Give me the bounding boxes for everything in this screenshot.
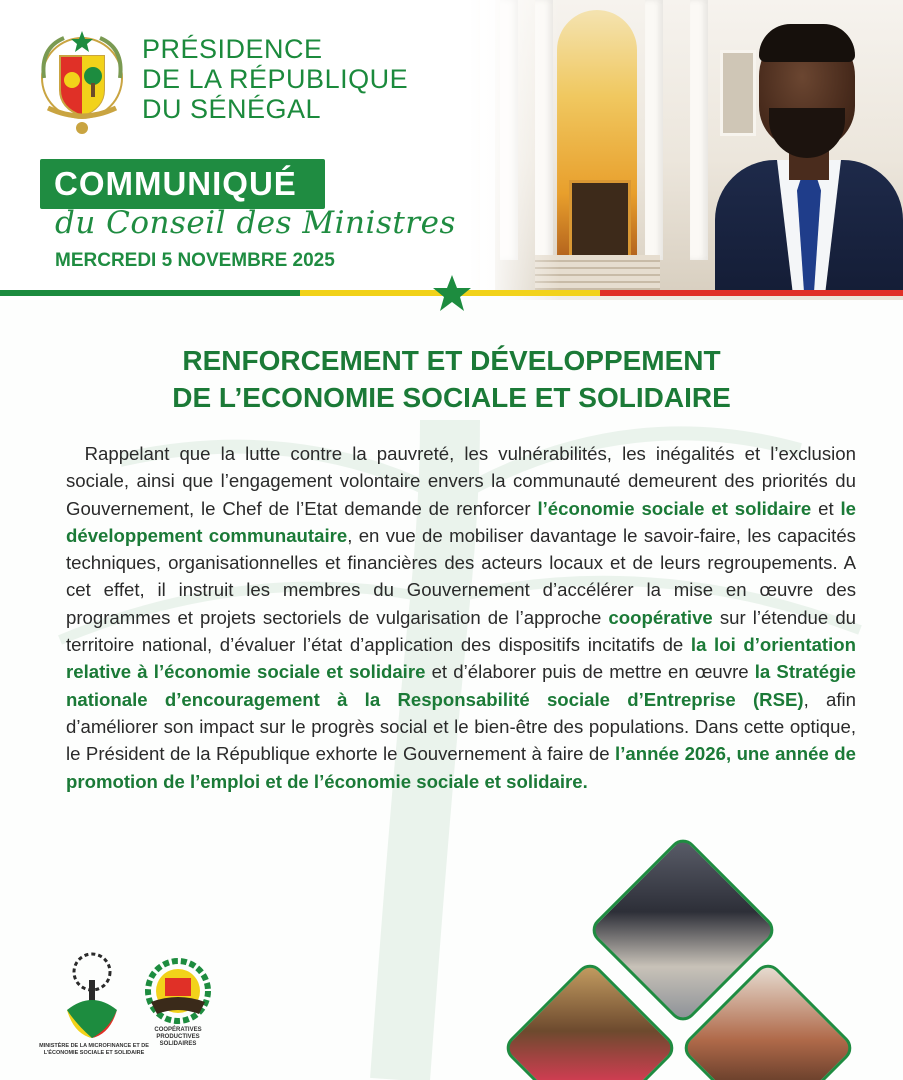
institution-title bbox=[142, 34, 432, 124]
heading-line-2: DE L’ECONOMIE SOCIALE ET SOLIDAIRE bbox=[172, 382, 731, 413]
text-segment: et d’élaborer puis de mettre en œuvre bbox=[425, 661, 755, 683]
communique-badge bbox=[40, 159, 325, 209]
council-subtitle: du Conseil des Ministres bbox=[55, 205, 456, 241]
coop-logo-caption: COOPÉRATIVES PRODUCTIVES SOLIDAIRES bbox=[154, 1027, 202, 1047]
communique-date: MERCREDI 5 NOVEMBRE 2025 bbox=[55, 250, 335, 271]
text-segment: et bbox=[811, 497, 841, 519]
highlight-segment: l’année 2026, une année de promotion de l’emploi et de l’économie sociale et solidaire. bbox=[66, 743, 856, 792]
coat-of-arms-icon bbox=[34, 28, 130, 136]
highlight-segment: la Stratégie nationale d’encouragement à la Responsabilité sociale d’Entreprise (RSE) bbox=[66, 661, 856, 710]
text-segment: Rappelant que la lutte contre la pauvreté, les vulnérabilités, les inégalités et l’exclusion sociale, ainsi que l’engagement volontaire envers la communauté demeurent des priorités du Gouvernement, le Chef de l’Etat demande de renforcer bbox=[66, 443, 856, 519]
text-segment: sur l’étendue du territoire national, d’évaluer l’état d’application des dispositifs incitatifs de bbox=[66, 606, 857, 656]
institution-line-2: DE LA RÉPUBLIQUE bbox=[142, 64, 409, 94]
header-banner bbox=[0, 0, 903, 300]
article-heading bbox=[0, 342, 903, 416]
ministry-logo-caption: MINISTÈRE DE LA MICROFINANCE ET DE L’ÉCONOMIE SOCIALE ET SOLIDAIRE bbox=[39, 1043, 149, 1056]
highlight-segment: l’économie sociale et solidaire bbox=[537, 497, 812, 519]
president-portrait bbox=[715, 10, 903, 295]
cooperative-handshake-logo bbox=[143, 956, 213, 1026]
article-paragraph bbox=[66, 440, 856, 795]
communique-label: COMMUNIQUÉ bbox=[54, 165, 297, 202]
institution-line-3: DU SÉNÉGAL bbox=[142, 94, 322, 124]
institution-line-1: PRÉSIDENCE bbox=[142, 34, 323, 64]
highlight-segment: le développement communautaire bbox=[66, 497, 857, 546]
ministry-tree-logo bbox=[52, 950, 132, 1040]
palace-door bbox=[557, 10, 637, 255]
highlight-segment: la loi d’orientation relative à l’économie sociale et solidaire bbox=[66, 634, 856, 683]
text-segment: , afin d’améliorer son impact sur le progrès social et le bien-être des populations. Dans cette optique, le Président de la République exhorte le Gouvernement à faire de bbox=[66, 688, 857, 765]
article-body bbox=[66, 440, 856, 795]
text-segment: , en vue de mobiliser davantage le savoir-faire, les capacités techniques, organisationnelles et financières des acteurs locaux et de leurs regroupements. A cet effet, il instruit les membres du Gouvernement d’accélérer la mise en œuvre des programmes et projets sectoriels de vulgarisation de l’approche bbox=[66, 524, 856, 628]
highlight-segment: coopérative bbox=[608, 606, 713, 628]
heading-line-1: RENFORCEMENT ET DÉVELOPPEMENT bbox=[182, 345, 721, 376]
